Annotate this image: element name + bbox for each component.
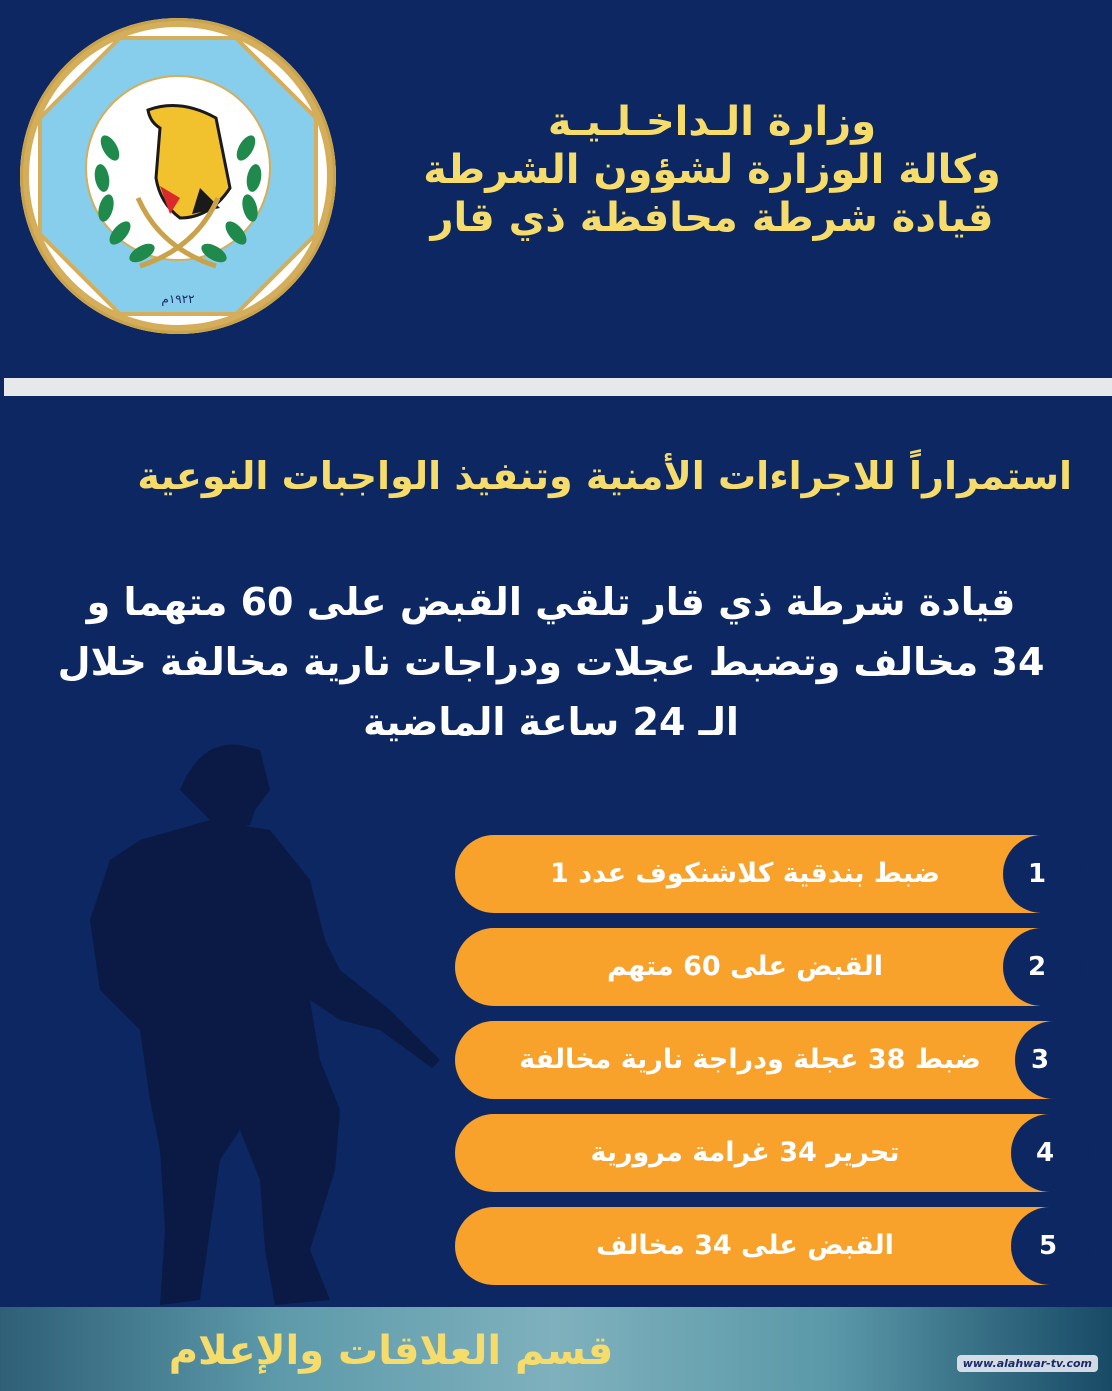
svg-text:١٩٢٢م: ١٩٢٢م — [161, 292, 195, 306]
list-item — [455, 1021, 1075, 1099]
title-line-agency: وكالة الوزارة لشؤون الشرطة — [423, 147, 1001, 193]
subtitle: استمراراً للاجراءات الأمنية وتنفيذ الواجبات النوعية — [137, 454, 1072, 498]
item-number: 1 — [1027, 859, 1047, 889]
title-line-ministry: وزارة الـداخـلـيـة — [547, 99, 877, 145]
list-item — [455, 928, 1075, 1006]
site-watermark: www.alahwar-tv.com — [957, 1355, 1098, 1372]
headline-line: الـ 24 ساعة الماضية — [363, 700, 739, 744]
achievements-list — [455, 835, 1075, 1300]
item-number: 4 — [1035, 1138, 1055, 1168]
item-text: ضبط 38 عجلة ودراجة نارية مخالفة — [519, 1044, 981, 1075]
item-number: 2 — [1027, 952, 1047, 982]
headline — [30, 572, 1072, 752]
item-number: 3 — [1030, 1045, 1050, 1075]
item-text: تحرير 34 غرامة مرورية — [590, 1137, 900, 1168]
emblem-icon — [20, 18, 336, 334]
item-number: 5 — [1038, 1231, 1058, 1261]
ministry-emblem-logo — [20, 18, 336, 334]
list-item — [455, 835, 1075, 913]
headline-line: 34 مخالف وتضبط عجلات ودراجات نارية مخالفة خلال — [57, 640, 1045, 684]
item-text: ضبط بندقية كلاشنكوف عدد 1 — [550, 858, 940, 889]
item-text: القبض على 34 مخالف — [596, 1230, 894, 1261]
footer-title: قسم العلاقات والإعلام — [168, 1328, 614, 1374]
list-item — [455, 1114, 1075, 1192]
item-text: القبض على 60 متهم — [607, 951, 883, 982]
header — [0, 0, 1112, 378]
ministry-title — [352, 98, 1072, 242]
section-divider — [0, 378, 1112, 396]
title-line-command: قيادة شرطة محافظة ذي قار — [430, 195, 994, 241]
soldier-silhouette-icon — [60, 730, 460, 1310]
footer-banner — [0, 1307, 1112, 1391]
list-item — [455, 1207, 1075, 1285]
headline-line: قيادة شرطة ذي قار تلقي القبض على 60 متهما و — [86, 580, 1016, 624]
